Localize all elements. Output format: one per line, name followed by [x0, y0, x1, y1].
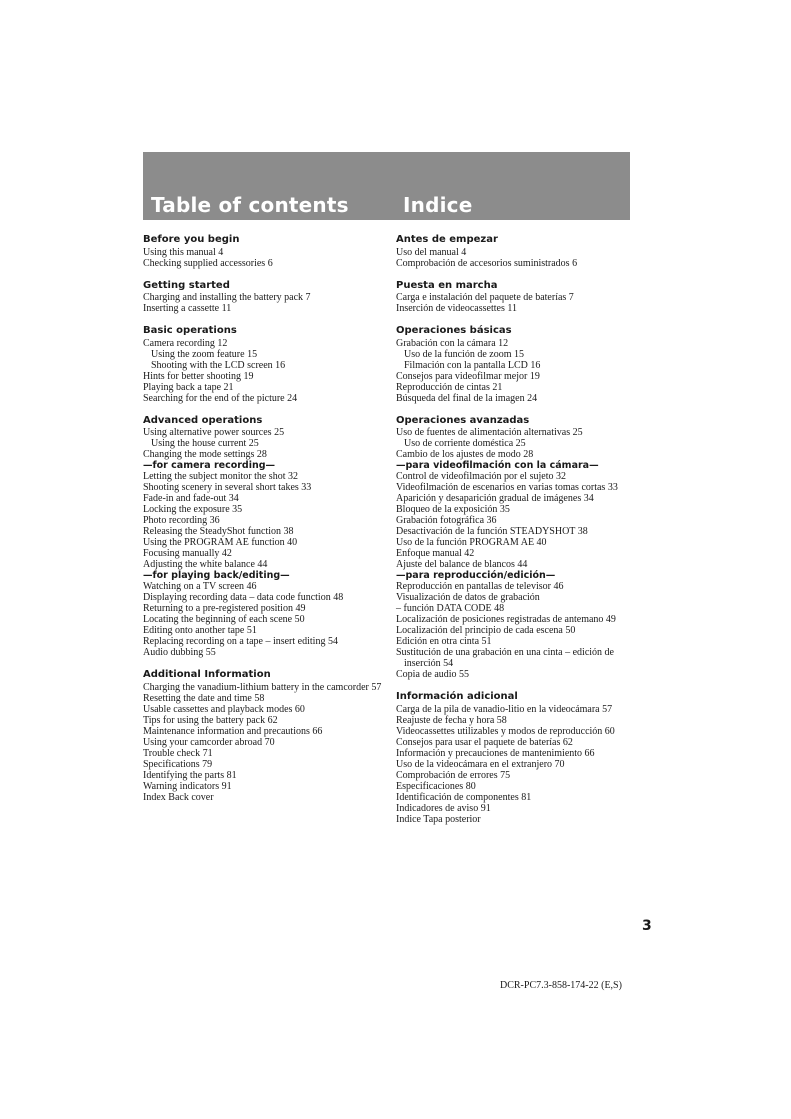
toc-entry: Uso de corriente doméstica 25 — [404, 438, 526, 449]
toc-entry: Releasing the SteadyShot function 38 — [143, 526, 294, 537]
toc-entry: Uso de la función de zoom 15 — [404, 348, 524, 360]
toc-entry: Watching on a TV screen 46 — [143, 581, 257, 592]
section-heading: Información adicional — [396, 691, 518, 702]
toc-entry: Usable cassettes and playback modes 60 — [143, 703, 305, 715]
toc-entry: Cambio de los ajustes de modo 28 — [396, 449, 534, 460]
toc-entry: Focusing manually 42 — [143, 548, 232, 559]
header-banner — [143, 152, 630, 220]
toc-entry: Locking the exposure 35 — [143, 504, 243, 515]
toc-entry: Ajuste del balance de blancos 44 — [396, 559, 528, 570]
toc-entry: Especificaciones 80 — [396, 780, 476, 792]
toc-entry: Sustitución de una grabación en una cinta – edición de inserción 54 — [396, 647, 614, 669]
toc-entry: Replacing recording on a tape – insert editing 54 — [143, 636, 338, 647]
toc-entry: Edición en otra cinta 51 — [396, 636, 492, 647]
toc-entry: Inserting a cassette 11 — [143, 303, 232, 314]
title-english: Table of contents — [151, 193, 349, 217]
toc-section — [396, 691, 636, 825]
toc-column-english — [143, 234, 383, 814]
subsection-heading: —para reproducción/edición— — [396, 570, 556, 581]
toc-entry: Videofilmación de escenarios en varias tomas cortas 33 — [396, 482, 618, 493]
toc-entry: Using the PROGRAM AE function 40 — [143, 537, 298, 548]
toc-entry: Trouble check 71 — [143, 747, 213, 759]
toc-entry: Localización del principio de cada escena 50 — [396, 625, 576, 636]
section-heading: Before you begin — [143, 234, 240, 245]
subsection-heading: —for camera recording— — [143, 460, 276, 471]
toc-entry: Camera recording 12 — [143, 337, 228, 349]
toc-entry: Uso de la función PROGRAM AE 40 — [396, 537, 547, 548]
toc-entry: Using this manual 4 — [143, 246, 224, 258]
section-heading: Advanced operations — [143, 414, 263, 426]
toc-entry: Hints for better shooting 19 — [143, 370, 254, 382]
section-heading: Puesta en marcha — [396, 279, 498, 291]
page-number: 3 — [642, 918, 652, 934]
toc-entry: Carga e instalación del paquete de baterías 7 — [396, 292, 574, 303]
toc-entry: Filmación con la pantalla LCD 16 — [404, 359, 541, 371]
toc-entry: Control de videofilmación por el sujeto 32 — [396, 471, 566, 482]
toc-entry: Index Back cover — [143, 791, 214, 803]
toc-entry: Shooting scenery in several short takes 33 — [143, 482, 312, 493]
toc-entry: Uso de fuentes de alimentación alternativas 25 — [396, 427, 583, 438]
toc-entry: Adjusting the white balance 44 — [143, 559, 268, 570]
title-spanish: Indice — [403, 193, 473, 217]
toc-entry: Specifications 79 — [143, 758, 213, 770]
toc-section — [396, 325, 636, 404]
toc-section — [396, 280, 636, 315]
toc-entry: Enfoque manual 42 — [396, 548, 475, 559]
toc-entry: Consejos para videofilmar mejor 19 — [396, 370, 540, 382]
toc-entry: Grabación fotográfica 36 — [396, 515, 497, 526]
toc-entry: Consejos para usar el paquete de baterías 62 — [396, 736, 573, 748]
toc-entry: Using your camcorder abroad 70 — [143, 736, 275, 748]
toc-entry: Aparición y desaparición gradual de imágenes 34 — [396, 493, 594, 504]
toc-entry: Reproducción en pantallas de televisor 46 — [396, 581, 564, 592]
toc-entry: Búsqueda del final de la imagen 24 — [396, 392, 538, 404]
toc-entry: Using the zoom feature 15 — [151, 348, 258, 360]
toc-entry: Changing the mode settings 28 — [143, 449, 267, 460]
toc-entry: Locating the beginning of each scene 50 — [143, 614, 305, 625]
toc-entry: Shooting with the LCD screen 16 — [151, 359, 286, 371]
toc-entry: Returning to a pre-registered position 49 — [143, 603, 306, 614]
subsection-heading: —para videofilmación con la cámara— — [396, 460, 599, 471]
toc-entry: Playing back a tape 21 — [143, 381, 234, 393]
toc-entry: Charging and installing the battery pack 7 — [143, 292, 311, 303]
toc-entry: Checking supplied accessories 6 — [143, 257, 273, 269]
toc-entry: Identificación de componentes 81 — [396, 791, 532, 803]
toc-entry: Carga de la pila de vanadio-litio en la videocámara 57 — [396, 703, 613, 715]
toc-entry: Using the house current 25 — [151, 438, 259, 449]
section-heading: Antes de empezar — [396, 234, 498, 245]
toc-entry: Comprobación de errores 75 — [396, 769, 511, 781]
toc-entry: Editing onto another tape 51 — [143, 625, 257, 636]
toc-entry: Uso de la videocámara en el extranjero 70 — [396, 758, 565, 770]
toc-entry: Reajuste de fecha y hora 58 — [396, 714, 507, 726]
toc-entry: Información y precauciones de mantenimiento 66 — [396, 747, 595, 759]
toc-section — [143, 669, 383, 803]
toc-entry: Reproducción de cintas 21 — [396, 381, 503, 393]
section-heading: Basic operations — [143, 325, 237, 336]
section-heading: Operaciones avanzadas — [396, 414, 530, 426]
toc-entry: Uso del manual 4 — [396, 246, 467, 258]
toc-section — [143, 415, 383, 659]
toc-entry: Letting the subject monitor the shot 32 — [143, 471, 298, 482]
toc-entry: Bloqueo de la exposición 35 — [396, 504, 510, 515]
section-heading: Additional Information — [143, 669, 271, 680]
toc-section — [143, 234, 383, 269]
toc-entry: Charging the vanadium-lithium battery in the camcorder 57 — [143, 681, 382, 693]
toc-entry: Photo recording 36 — [143, 515, 220, 526]
toc-entry: Videocassettes utilizables y modos de reproducción 60 — [396, 725, 615, 737]
toc-section — [143, 325, 383, 404]
toc-entry: Localización de posiciones registradas de antemano 49 — [396, 614, 616, 625]
toc-entry: Displaying recording data – data code function 48 — [143, 592, 344, 603]
toc-entry: Indicadores de aviso 91 — [396, 802, 491, 814]
toc-entry: Warning indicators 91 — [143, 780, 232, 792]
toc-entry: Searching for the end of the picture 24 — [143, 392, 298, 404]
toc-entry: Desactivación de la función STEADYSHOT 38 — [396, 526, 588, 537]
toc-entry: Indice Tapa posterior — [396, 813, 481, 825]
model-code: DCR-PC7.3-858-174-22 (E,S) — [500, 980, 622, 991]
toc-entry: Audio dubbing 55 — [143, 647, 216, 658]
toc-entry: Identifying the parts 81 — [143, 769, 237, 781]
toc-entry: Grabación con la cámara 12 — [396, 337, 509, 349]
toc-entry: Fade-in and fade-out 34 — [143, 493, 239, 504]
toc-entry: Visualización de datos de grabación — [396, 592, 540, 603]
toc-entry: Using alternative power sources 25 — [143, 427, 285, 438]
toc-entry: Tips for using the battery pack 62 — [143, 714, 278, 726]
toc-entry: Comprobación de accesorios suministrados 6 — [396, 257, 578, 269]
toc-section — [396, 415, 636, 681]
toc-section — [143, 280, 383, 315]
toc-entry: Resetting the date and time 58 — [143, 692, 265, 704]
toc-column-spanish — [396, 234, 636, 836]
section-heading: Operaciones básicas — [396, 325, 512, 336]
toc-entry: Maintenance information and precautions 66 — [143, 725, 323, 737]
section-heading: Getting started — [143, 279, 230, 291]
toc-section — [396, 234, 636, 269]
toc-entry: Inserción de videocassettes 11 — [396, 303, 517, 314]
toc-entry: Copia de audio 55 — [396, 669, 470, 680]
toc-entry: – función DATA CODE 48 — [396, 603, 505, 614]
subsection-heading: —for playing back/editing— — [143, 570, 290, 581]
